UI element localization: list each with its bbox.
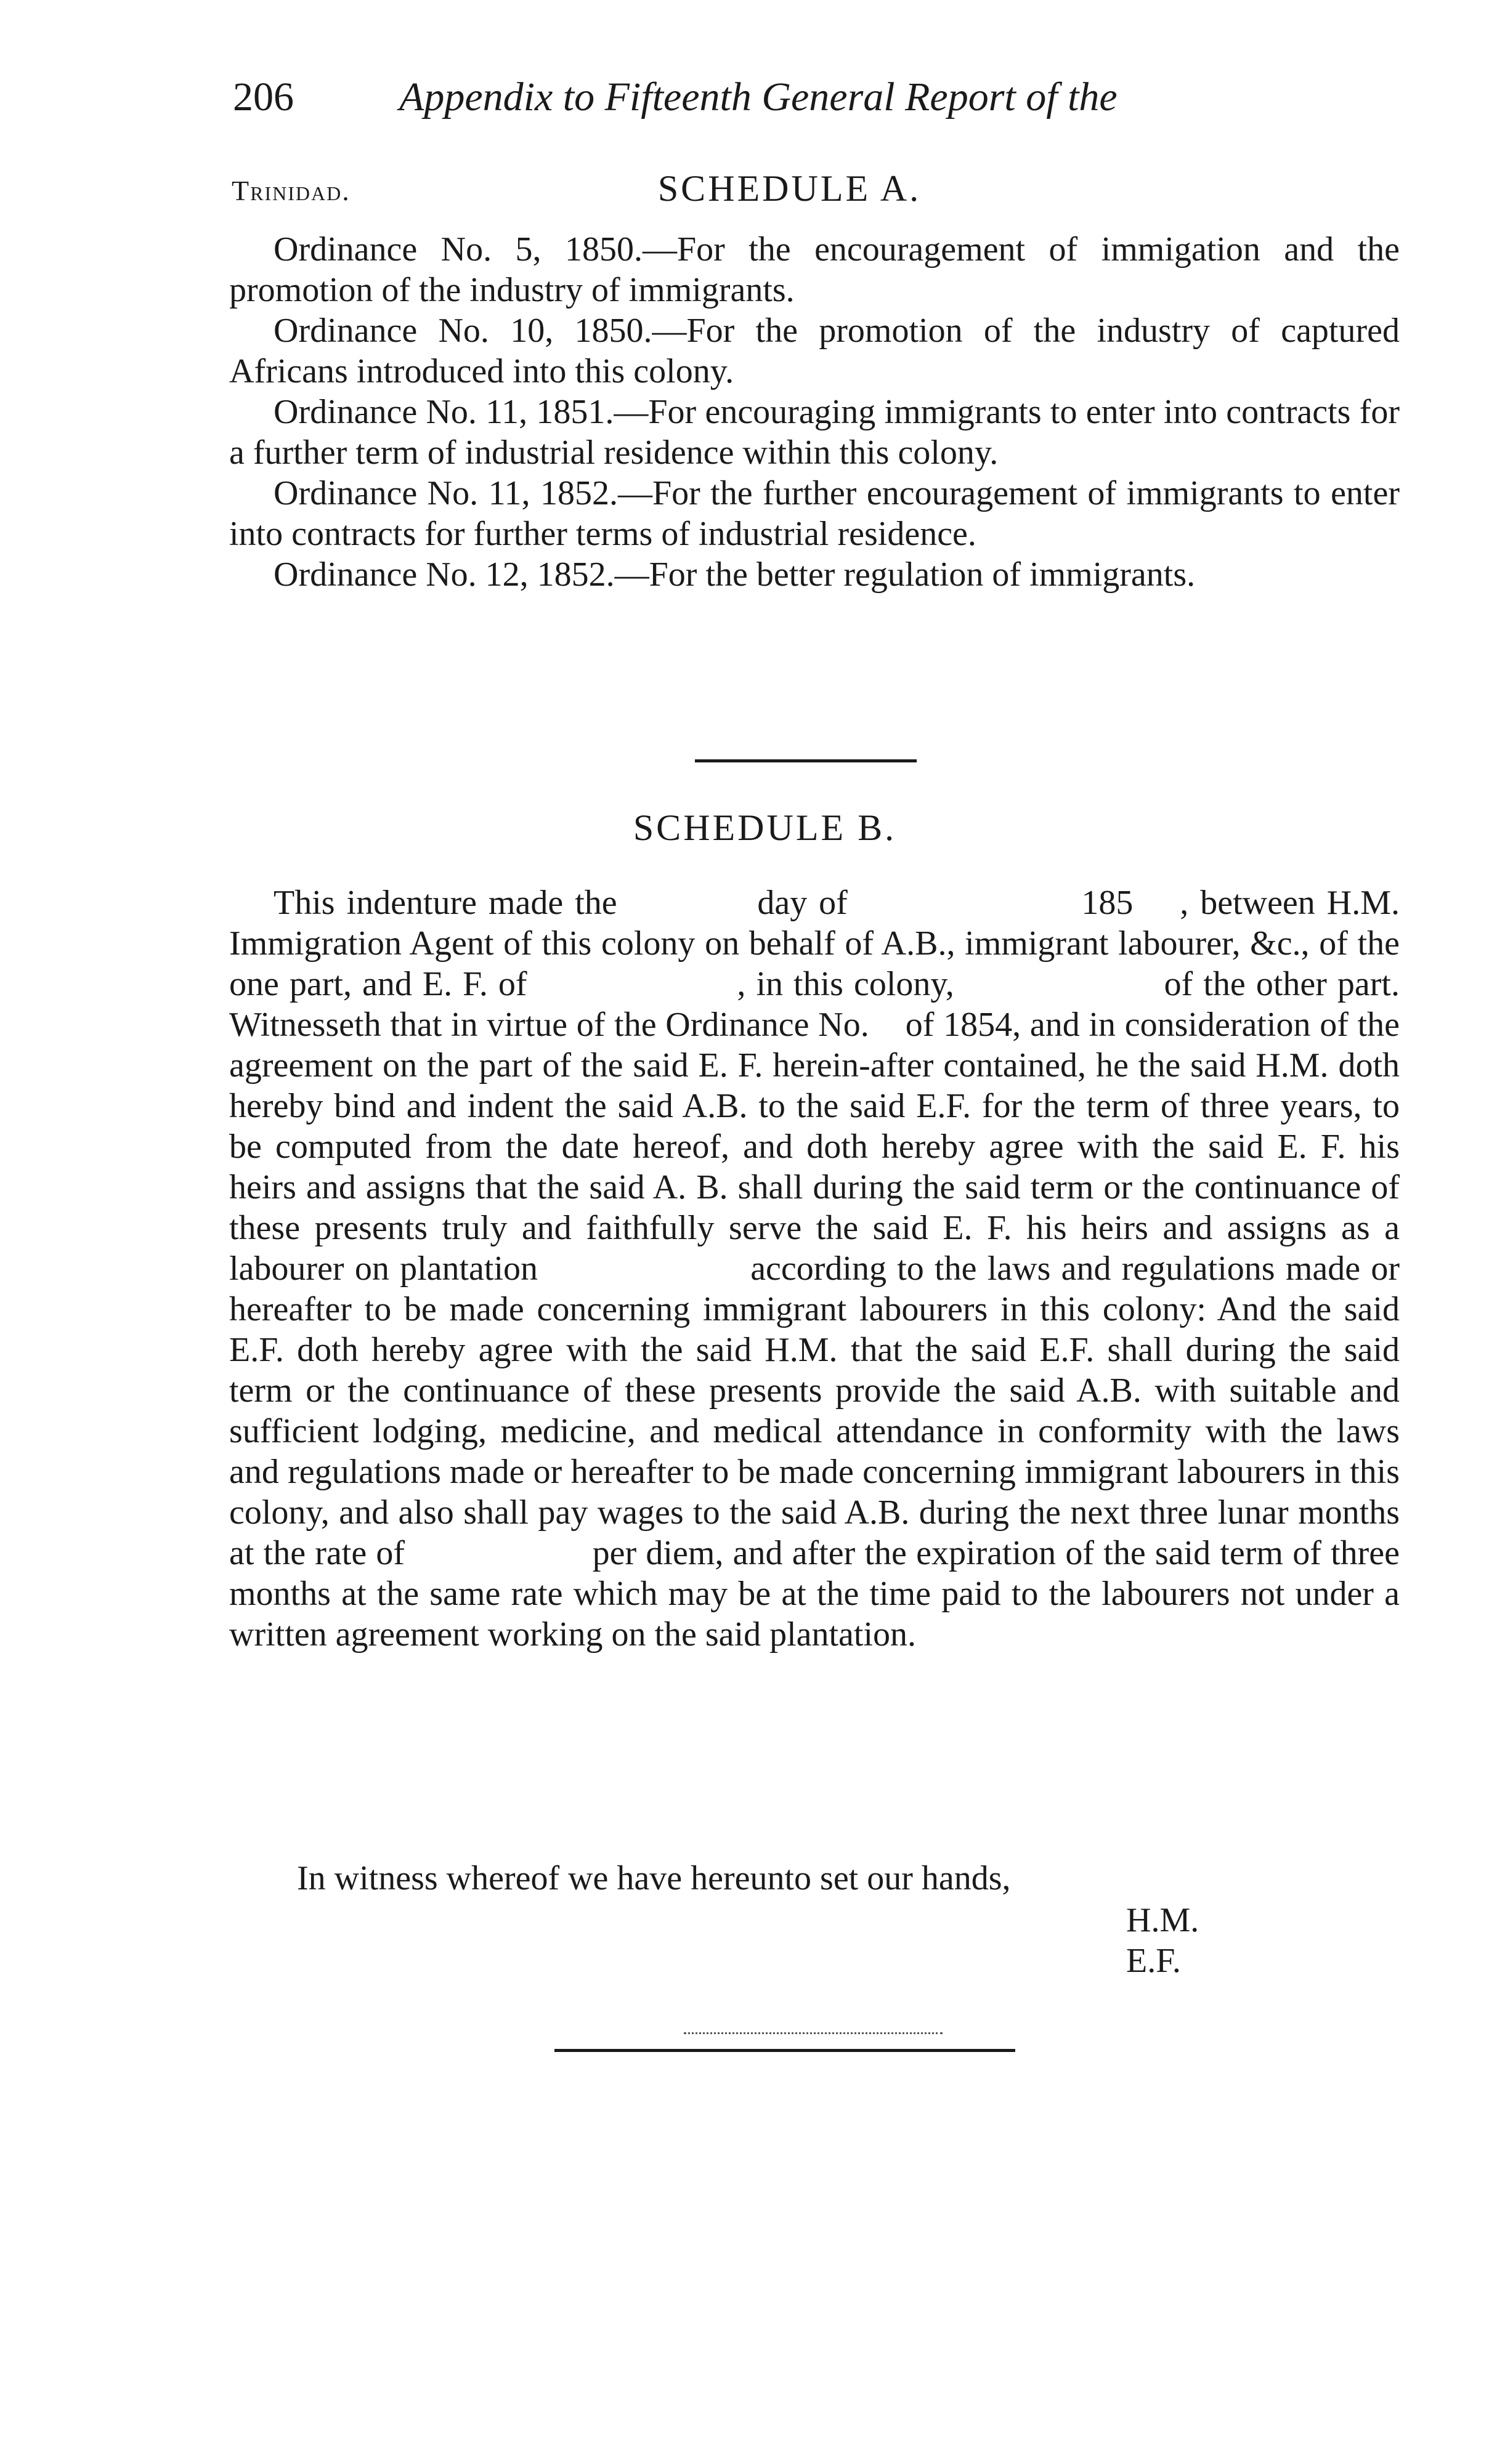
- signature-hm: H.M.: [1126, 1901, 1199, 1939]
- schedule-b-heading: SCHEDULE B.: [633, 807, 897, 848]
- page-number: 206: [233, 75, 294, 119]
- ordinance-item: Ordinance No. 5, 1850.—For the encouragement of immigation and the promotion of the industry of immigrants.: [229, 230, 1400, 309]
- indenture-paragraph: This indenture made the day of 185 , between H.M. Immigration Agent of this colony on behalf of A.B., immigrant labourer, &c., of the one part, and E. F. of , in this colony, of the other part. Witnesseth that in virtue of the Ordinance No. of 1854, and in consideration of the agreement on the part of the said E. F. herein-after contained, he the said H.M. doth hereby bind and indent the said A.B. to the said E.F. for the term of three years, to be computed from the date hereof, and doth hereby agree with the said E. F. his heirs and assigns that the said A. B. shall during the said term or the continuance of these presents truly and faithfully serve the said E. F. his heirs and assigns as a labourer on plantation according to the laws and regulations made or hereafter to be made concerning immigrant labourers in this colony: And the said E.F. doth hereby agree with the said H.M. that the said E.F. shall during the said term or the continuance of these presents provide the said A.B. with suitable and sufficient lodging, medicine, and medical attendance in conformity with the laws and regulations made or hereafter to be made concerning immigrant labourers in this colony, and also shall pay wages to the said A.B. during the next three lunar months at the rate of per diem, and after the expiration of the said term of three months at the same rate which may be at the time paid to the labourers not under a written agreement working on the said plantation.: [229, 884, 1408, 1654]
- section-divider: [695, 759, 917, 762]
- schedule-a-heading: SCHEDULE A.: [657, 168, 922, 209]
- ordinance-item: Ordinance No. 10, 1850.—For the promotion of the industry of captured Africans introduced into this colony.: [229, 312, 1400, 390]
- dotted-divider: [684, 2032, 943, 2034]
- signature-ef: E.F.: [1126, 1942, 1181, 1980]
- margin-note-colony: Trinidad.: [232, 175, 351, 206]
- witness-line: In witness whereof we have hereunto set our hands,: [297, 1859, 1011, 1897]
- indenture-body: [229, 883, 1408, 1655]
- closing-divider: [554, 2049, 1015, 2052]
- ordinance-item: Ordinance No. 11, 1851.—For encouraging immigrants to enter into contracts for a further term of industrial residence within this colony.: [229, 393, 1400, 472]
- running-title: Appendix to Fifteenth General Report of the: [399, 75, 1118, 119]
- ordinance-item: Ordinance No. 11, 1852.—For the further encouragement of immigrants to enter into contracts for further terms of industrial residence.: [229, 474, 1400, 553]
- running-header: [233, 74, 1268, 135]
- ordinance-list: [229, 229, 1400, 595]
- ordinance-item: Ordinance No. 12, 1852.—For the better regulation of immigrants.: [274, 555, 1196, 594]
